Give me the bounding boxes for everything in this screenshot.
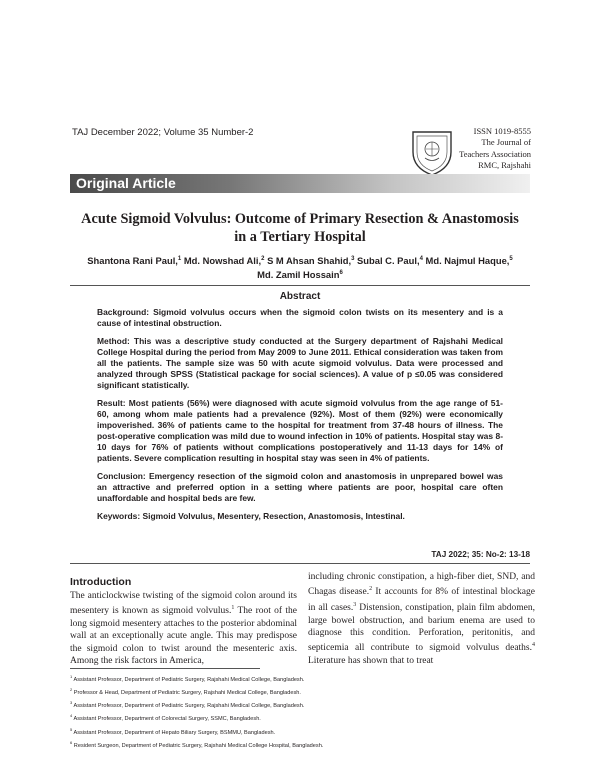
article-title	[70, 210, 530, 246]
author-name: Subal C. Paul,	[354, 255, 420, 267]
issn-number: ISSN 1019-8555	[473, 126, 531, 136]
footnote	[70, 725, 530, 738]
abstract-result: Result: Most patients (56%) were diagnosed with acute sigmoid volvulus from the age range of 51-60, among whom male patients had a prevalence (92%). Most of them (92%) were economically impoverished. 36% of patients came to the hospital for treatment from 37-48 hours of illness. The post-operative complication was mild due to wound infection in 10% of patients. Hospital stay was 8-10 days for 76% of patients without complications postoperatively and 11-13 days for 14% of patients. Severe complication resulting in hospital stay was seen in 4% of patients.	[97, 398, 503, 463]
citation-mark: 1	[231, 605, 235, 612]
footnote-number: 5	[70, 726, 73, 732]
author-name: S M Ahsan Shahid,	[264, 255, 352, 267]
journal-issue-line: TAJ December 2022; Volume 35 Number-2	[72, 127, 254, 138]
footnote-rule	[70, 668, 260, 669]
footnote	[70, 711, 530, 724]
issn-location-line: RMC, Rajshahi	[478, 159, 531, 170]
author-affiliation-mark: 3	[351, 256, 355, 262]
footnote-number: 4	[70, 713, 73, 719]
introduction-left-column	[70, 590, 297, 668]
intro-text: including chronic constipation, a high-fiber diet, SND, and Chagas disease.	[308, 572, 535, 598]
shield-emblem-icon	[409, 128, 455, 178]
citation-mark: 4	[532, 642, 535, 649]
author-name: Md. Najmul Haque,	[422, 255, 510, 267]
author-list	[70, 253, 530, 281]
introduction-right-column	[308, 571, 535, 667]
author-line-2	[70, 267, 530, 281]
abstract-bottom-rule	[70, 563, 530, 564]
author-name: Md. Nowshad Ali,	[181, 255, 262, 267]
issn-journal-line: The Journal of	[481, 137, 531, 148]
abstract-conclusion: Conclusion: Emergency resection of the sigmoid colon and anastomosis in unprepared bowel was an attractive and preferred option in a setting where patients are poor, hospital care often unaffordable and hospital beds are few.	[97, 471, 503, 503]
abstract-heading: Abstract	[279, 291, 321, 302]
title-line-2: in a Tertiary Hospital	[234, 229, 366, 245]
footnote-text: Professor & Head, Department of Pediatric Surgery, Rajshahi Medical College, Bangladesh.	[73, 690, 301, 697]
intro-text: It accounts for 8% of intestinal blockage in all cases.	[308, 587, 535, 614]
intro-text: The anticlockwise twisting of the sigmoid colon around its mesentery is known as sigmoid volvulus.	[70, 591, 297, 617]
abstract-background: Background: Sigmoid volvulus occurs when the sigmoid colon twists on its mesentery and is a cause of intestinal obstruction.	[97, 307, 503, 328]
citation-mark: 2	[369, 586, 373, 593]
footnote-text: Assistant Professor, Department of Pediatric Surgery, Rajshahi Medical College, Bangladesh.	[73, 676, 305, 683]
footnote-number: 1	[70, 674, 73, 679]
footnote	[70, 685, 530, 698]
footnote	[70, 672, 530, 685]
footnote-text: Assistant Professor, Department of Hepato Biliary Surgery, BSMMU, Bangladesh.	[73, 729, 276, 736]
author-affiliation-mark: 5	[509, 256, 513, 262]
author-affiliation-mark: 4	[419, 256, 423, 262]
author-name: Shantona Rani Paul,	[87, 255, 178, 267]
footnote	[70, 738, 530, 751]
article-type-band	[70, 174, 530, 193]
issn-block	[453, 126, 531, 171]
footnote-number: 6	[70, 739, 73, 745]
abstract-method: Method: This was a descriptive study conducted at the Surgery department of Rajshahi Medical College Hospital during the period from May 2009 to June 2011. Ethical consideration was taken from all the patients. The sample size was 50 with acute sigmoid volvulus. Data were processed and analyzed through SPSS (Statistical package for social sciences). A value of p ≤0.05 was considered significant statistically.	[97, 336, 503, 390]
abstract-top-rule	[70, 285, 530, 286]
footnote-number: 3	[70, 700, 73, 706]
author-name: Md. Zamil Hossain	[257, 269, 340, 281]
footnote-text: Assistant Professor, Department of Pediatric Surgery, Rajshahi Medical College, Bangladesh.	[73, 703, 305, 710]
citation-mark: 3	[353, 601, 357, 608]
citation-line: TAJ 2022; 35: No-2: 13-18	[431, 550, 530, 559]
intro-text: Distension, constipation, plain film abdomen, large bowel obstruction, and barium enema are used to diagnose this condition. Perforation, peritonitis, and septicemia all contribute to sigmoid volvulus deaths.	[308, 603, 535, 654]
author-affiliation-mark: 2	[261, 256, 265, 262]
footnote	[70, 698, 530, 711]
author-line-1	[70, 253, 530, 267]
footnote-text: Assistant Professor, Department of Colorectal Surgery, SSMC, Bangladesh.	[73, 716, 261, 723]
intro-text: Literature has shown that to treat	[308, 655, 434, 666]
footnote-text: Resident Surgeon, Department of Pediatric Surgery, Rajshahi Medical College Hospital, Bangladesh.	[73, 742, 324, 749]
abstract-body	[97, 307, 503, 529]
introduction-heading: Introduction	[70, 576, 132, 588]
author-affiliation-mark: 6	[339, 270, 343, 277]
title-line-1: Acute Sigmoid Volvulus: Outcome of Primary Resection & Anastomosis	[81, 211, 519, 227]
footnote-number: 2	[70, 687, 73, 693]
author-affiliation-mark: 1	[177, 256, 182, 262]
issn-association-line: Teachers Association	[459, 148, 531, 159]
abstract-keywords: Keywords: Sigmoid Volvulus, Mesentery, Resection, Anastomosis, Intestinal.	[97, 511, 405, 521]
intro-text: The root of the long sigmoid mesentery attaches to the posterior abdominal wall at an exceptionally acute angle. This may predispose the sigmoid colon to twist around the mesenteric axis. Among the risk factors in America,	[70, 606, 297, 667]
affiliation-footnotes	[70, 672, 530, 751]
article-type-label: Original Article	[76, 175, 176, 191]
